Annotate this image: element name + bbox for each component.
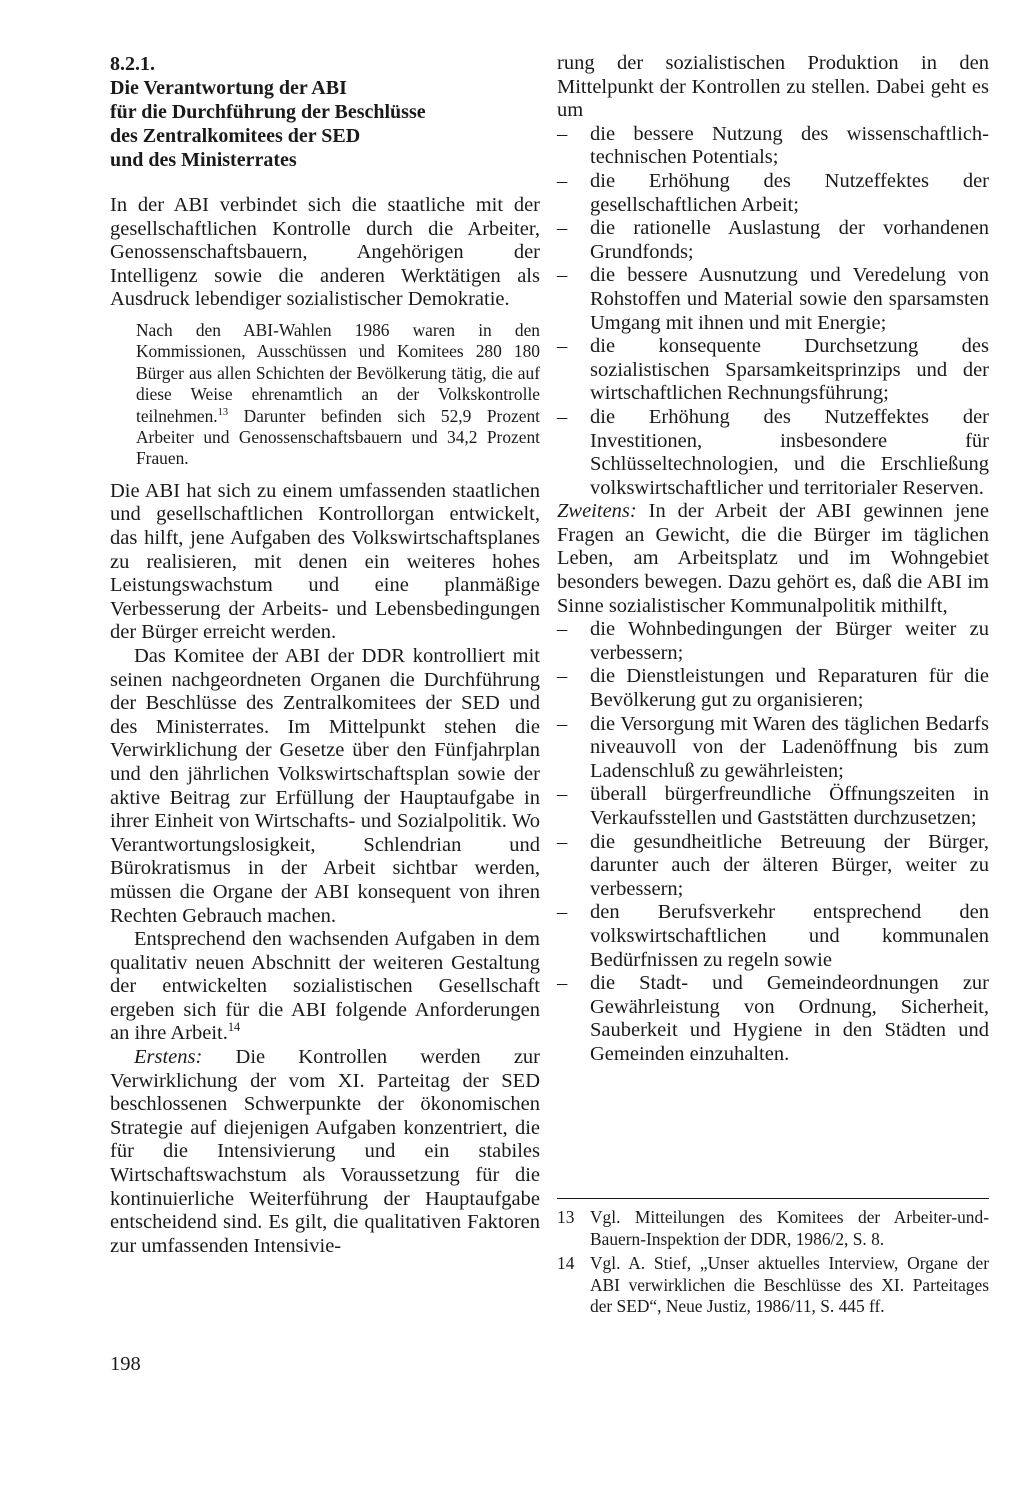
paragraph bbox=[110, 1046, 540, 1258]
list-item: – die gesundheitliche Betreuung der Bürger, darunter auch der älteren Bürger, weiter zu verbessern; bbox=[557, 831, 989, 902]
footnote-ref: 13 bbox=[217, 406, 229, 418]
list-item: – die Stadt- und Gemeindeordnungen zur Gewährleistung von Ordnung, Sicherheit, Sauberkeit und Hygiene in den Städten und Gemeinden einzuhalten. bbox=[557, 972, 989, 1066]
list-item: – die Wohnbedingungen der Bürger weiter zu verbessern; bbox=[557, 618, 989, 665]
list-item: – überall bürgerfreundliche Öffnungszeiten in Verkaufsstellen und Gaststätten durchzusetzen; bbox=[557, 783, 989, 830]
list-item: – den Berufsverkehr entsprechend den volkswirtschaftlichen und kommunalen Bedürfnissen zu regeln sowie bbox=[557, 901, 989, 972]
section-number: 8.2.1. bbox=[110, 53, 155, 75]
section-title-line: des Zentralkomitees der SED bbox=[110, 125, 361, 147]
paragraph-text: In der Arbeit der ABI gewinnen jene Fragen an Gewicht, die die Bürger im täglichen Leben, am Arbeitsplatz und im Wohngebiet besonders bewegen. Dazu gehört es, daß die ABI im Sinne sozialistischer Kommunalpolitik mithilft, bbox=[557, 500, 989, 617]
right-column bbox=[557, 52, 989, 1067]
dash-list bbox=[557, 123, 989, 501]
paragraph-text: Die Kontrollen werden zur Verwirklichung der vom XI. Parteitag der SED beschlossenen Schwerpunkte der ökonomischen Strategie auf diejenigen Aufgaben konzentriert, die für die Intensivierung und ein stabiles Wirtschaftswachstum als Voraussetzung für die kontinuierliche Weiterführung der Hauptaufgabe entscheidend sind. Es gilt, die qualitativen Faktoren zur umfassenden Intensivie- bbox=[110, 1046, 540, 1257]
list-item: – die Erhöhung des Nutzeffektes der gesellschaftlichen Arbeit; bbox=[557, 170, 989, 217]
section-title-line: Die Verantwortung der ABI bbox=[110, 77, 347, 99]
paragraph: Die ABI hat sich zu einem umfassenden staatlichen und gesellschaftlichen Kontrollorgan entwickelt, das hilft, jene Aufgaben des Volkswirtschaftsplanes zu realisieren, mit denen ein weiteres hohes Leistungswachstum und eine planmäßige Verbesserung der Arbeits- und Lebensbedingungen der Bürger erreicht werden. bbox=[110, 479, 540, 644]
footnote bbox=[557, 1207, 989, 1250]
footnote-text: Vgl. Mitteilungen des Komitees der Arbeiter-und-Bauern-Inspektion der DDR, 1986/2, S. 8. bbox=[590, 1207, 989, 1249]
footnote-text: Vgl. A. Stief, „Unser aktuelles Interview, Organe der ABI verwirklichen die Beschlüsse des XI. Parteitages der SED“, Neue Justiz, 1986/11, S. 445 ff. bbox=[590, 1253, 989, 1317]
paragraph: Das Komitee der ABI der DDR kontrolliert mit seinen nachgeordneten Organen die Durchführung der Beschlüsse des Zentralkomitees der SED und des Ministerrates. Im Mittelpunkt stehen die Verwirklichung der Gesetze über den Fünfjahrplan und den jährlichen Volkswirtschaftsplan sowie der aktive Beitrag zur Erfüllung der Hauptaufgabe in ihrer Einheit von Wirtschafts- und Sozialpolitik. Wo Verantwortungslosigkeit, Schlendrian und Bürokratismus in der Arbeit sichtbar werden, müssen die Organe der ABI konsequent von ihren Rechten Gebrauch machen. bbox=[110, 644, 540, 927]
section-title-line: für die Durchführung der Beschlüsse bbox=[110, 101, 426, 123]
footnote-ref: 14 bbox=[227, 1020, 241, 1035]
note-text-continued: Darunter befinden sich 52,9 Prozent Arbeiter und Genossenschaftsbauern und 34,2 Prozent Frauen. bbox=[136, 405, 540, 469]
paragraph-lead: Zweitens: bbox=[557, 500, 637, 523]
left-column bbox=[110, 52, 540, 1258]
footnote-number: 13 bbox=[557, 1207, 575, 1227]
list-item: – die rationelle Auslastung der vorhandenen Grundfonds; bbox=[557, 217, 989, 264]
paragraph bbox=[110, 928, 540, 1046]
paragraph-lead: Erstens: bbox=[134, 1046, 203, 1069]
footnote bbox=[557, 1253, 989, 1318]
paragraph: rung der sozialistischen Produktion in den Mittelpunkt der Kontrollen zu stellen. Dabei geht es um bbox=[557, 52, 989, 122]
dash-list bbox=[557, 618, 989, 1066]
small-print-note bbox=[136, 320, 540, 470]
paragraph-text: Entsprechend den wachsenden Aufgaben in dem qualitativ neuen Abschnitt der weiteren Gestaltung der entwickelten sozialistischen Gesellschaft ergeben sich für die ABI folgende Anforderungen an ihre Arbeit. bbox=[110, 928, 540, 1045]
note-text: Nach den ABI-Wahlen 1986 waren in den Kommissionen, Ausschüssen und Komitees 280 180 Bürger aus allen Schichten der Bevölkerung tätig, die auf diese Weise ehrenamtlich an der Volkskontrolle teilnehmen. bbox=[136, 319, 540, 426]
paragraph: In der ABI verbindet sich die staatliche mit der gesellschaftlichen Kontrolle durch die Arbeiter, Genossenschaftsbauern, Angehörigen der Intelligenz sowie die anderen Werktätigen als Ausdruck lebendiger sozialistischer Demokratie. bbox=[110, 194, 540, 311]
list-item: – die Erhöhung des Nutzeffektes der Investitionen, insbesondere für Schlüsseltechnologien, und die Erschließung volkswirtschaftlicher und territorialer Reserven. bbox=[557, 406, 989, 500]
list-item: – die bessere Nutzung des wissenschaftlich-technischen Potentials; bbox=[557, 123, 989, 170]
list-item: – die bessere Ausnutzung und Veredelung von Rohstoffen und Material sowie den sparsamsten Umgang mit ihnen und mit Energie; bbox=[557, 264, 989, 335]
paragraph bbox=[557, 500, 989, 618]
footnote-number: 14 bbox=[557, 1253, 575, 1274]
list-item: – die Dienstleistungen und Reparaturen für die Bevölkerung gut zu organisieren; bbox=[557, 665, 989, 712]
list-item: – die Versorgung mit Waren des täglichen Bedarfs niveauvoll von der Ladenöffnung bis zum Ladenschluß zu gewährleisten; bbox=[557, 713, 989, 784]
footnotes bbox=[557, 1198, 989, 1321]
list-item: – die konsequente Durchsetzung des sozialistischen Sparsamkeitsprinzips und der wirtschaftlichen Rechnungsführung; bbox=[557, 335, 989, 406]
page-number: 198 bbox=[110, 1353, 141, 1375]
section-title-line: und des Ministerrates bbox=[110, 149, 297, 171]
section-heading bbox=[110, 52, 540, 172]
